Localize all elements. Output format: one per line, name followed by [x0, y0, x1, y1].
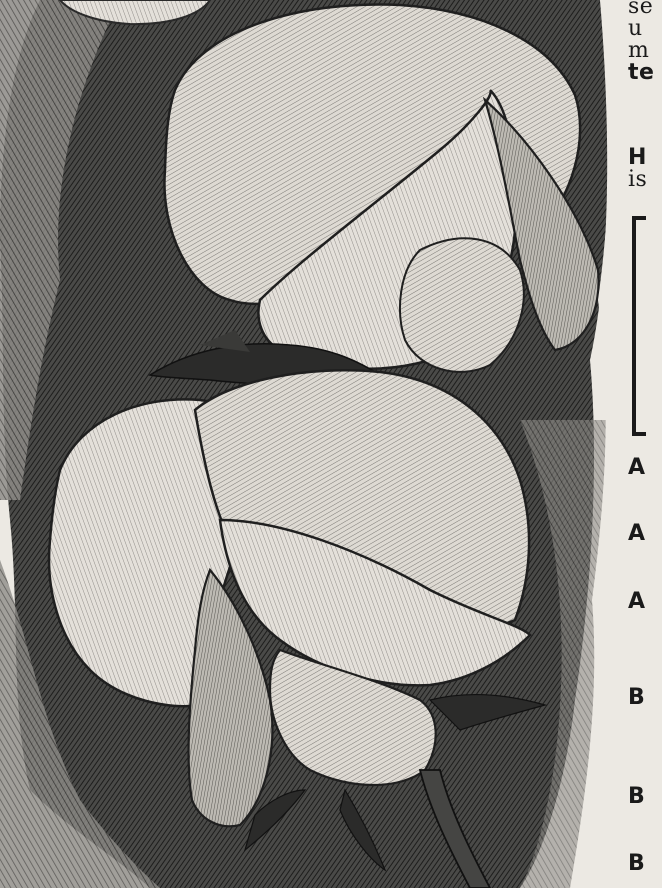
text-fragment: A — [628, 455, 646, 480]
text-fragment: B — [628, 685, 646, 710]
text-fragment: is — [628, 167, 648, 192]
text-fragment: m — [628, 38, 650, 63]
text-fragment: A — [628, 589, 646, 614]
adjacent-text-column — [622, 0, 662, 888]
text-fragment: B — [628, 851, 646, 876]
text-fragment: se — [628, 0, 654, 19]
text-fragment: u — [628, 16, 643, 41]
bracket-rule — [632, 216, 646, 436]
text-fragment: H — [628, 145, 647, 170]
text-fragment: B — [628, 784, 646, 809]
text-fragment: te — [628, 60, 655, 85]
text-fragment: A — [628, 521, 646, 546]
